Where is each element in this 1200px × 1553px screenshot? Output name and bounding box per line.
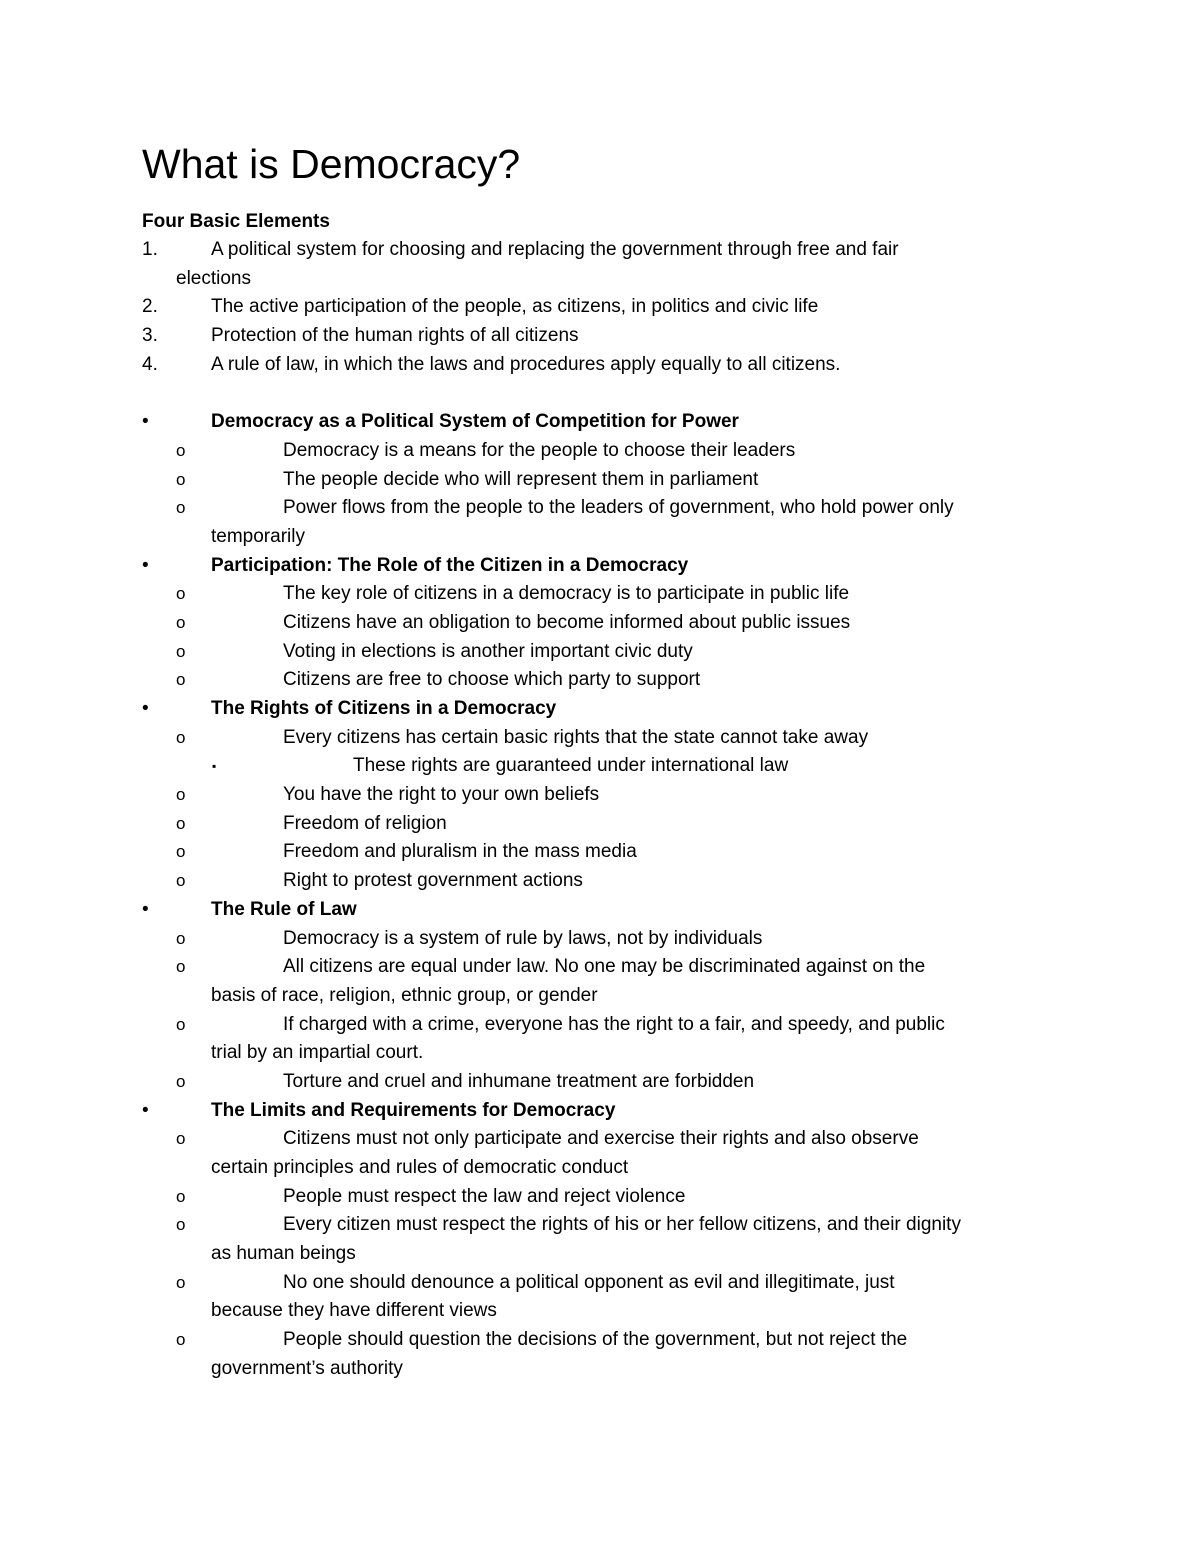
list-item <box>0 466 1200 495</box>
section-heading <box>0 1097 1200 1126</box>
list-item-text-continuation: temporarily <box>211 525 305 547</box>
circle-bullet-icon: o <box>176 928 186 948</box>
item-number: 3. <box>142 325 158 347</box>
circle-bullet-icon: o <box>176 612 186 632</box>
list-item-continuation <box>0 1297 1200 1326</box>
bullet-icon: • <box>142 898 149 920</box>
sub-list-item <box>0 752 1200 781</box>
list-item-text-continuation: because they have different views <box>211 1300 497 1322</box>
list-item <box>0 580 1200 609</box>
list-item <box>0 609 1200 638</box>
list-item-text: Citizens have an obligation to become informed about public issues <box>283 611 851 633</box>
list-item-text-continuation: as human beings <box>211 1243 356 1265</box>
circle-bullet-icon: o <box>176 641 186 661</box>
circle-bullet-icon: o <box>176 469 186 489</box>
list-item-text-continuation: basis of race, religion, ethnic group, or gender <box>211 984 598 1006</box>
list-item-text: The people decide who will represent them in parliament <box>283 468 759 490</box>
item-number: 4. <box>142 353 158 375</box>
blank-line <box>0 379 1200 408</box>
section-heading-text: Participation: The Role of the Citizen in a Democracy <box>211 554 689 576</box>
section-heading-text: The Rights of Citizens in a Democracy <box>211 698 557 719</box>
numbered-item <box>0 236 1200 265</box>
circle-bullet-icon: o <box>176 871 186 891</box>
list-item-text: People should question the decisions of the government, but not reject the <box>283 1329 908 1351</box>
document-body <box>0 236 1200 1384</box>
bullet-icon: • <box>142 554 149 576</box>
section-heading-text: The Limits and Requirements for Democracy <box>211 1099 616 1121</box>
list-item-text: The key role of citizens in a democracy is to participate in public life <box>283 583 850 605</box>
bullet-icon: • <box>142 411 149 433</box>
list-item <box>0 953 1200 982</box>
item-text: A political system for choosing and replacing the government through free and fair <box>211 239 899 260</box>
circle-bullet-icon: o <box>176 957 186 977</box>
circle-bullet-icon: o <box>176 1215 186 1235</box>
list-item-continuation <box>0 1154 1200 1183</box>
item-text-continuation: elections <box>176 267 251 289</box>
section-heading-text: The Rule of Law <box>211 898 357 920</box>
circle-bullet-icon: o <box>176 498 186 518</box>
list-item-continuation <box>0 523 1200 552</box>
section-heading <box>0 695 1200 724</box>
item-number: 1. <box>142 239 158 260</box>
list-item-text: Power flows from the people to the leaders of government, who hold power only <box>283 497 954 519</box>
list-item <box>0 810 1200 839</box>
circle-bullet-icon: o <box>176 1330 186 1350</box>
item-text: The active participation of the people, as citizens, in politics and civic life <box>211 296 819 318</box>
circle-bullet-icon: o <box>176 785 186 805</box>
list-item-text: Voting in elections is another important civic duty <box>283 640 693 662</box>
list-item <box>0 1011 1200 1040</box>
list-item <box>0 867 1200 896</box>
list-item <box>0 1068 1200 1097</box>
circle-bullet-icon: o <box>176 1129 186 1149</box>
section-heading <box>0 896 1200 925</box>
numbered-item-continuation <box>0 265 1200 294</box>
section-heading <box>0 408 1200 437</box>
circle-bullet-icon: o <box>176 584 186 604</box>
list-item-text: Right to protest government actions <box>283 870 583 892</box>
list-item-text: All citizens are equal under law. No one may be discriminated against on the <box>283 956 926 978</box>
list-item-text: You have the right to your own beliefs <box>283 784 600 806</box>
list-item <box>0 666 1200 695</box>
circle-bullet-icon: o <box>176 727 186 747</box>
circle-bullet-icon: o <box>176 1186 186 1206</box>
circle-bullet-icon: o <box>176 1071 186 1091</box>
list-item-continuation <box>0 1039 1200 1068</box>
circle-bullet-icon: o <box>176 1014 186 1034</box>
list-item <box>0 1211 1200 1240</box>
list-item-continuation <box>0 1240 1200 1269</box>
list-item <box>0 1326 1200 1355</box>
item-text: Protection of the human rights of all citizens <box>211 325 579 347</box>
list-item-text: Every citizens has certain basic rights that the state cannot take away <box>283 726 869 748</box>
list-item <box>0 724 1200 753</box>
list-item <box>0 1183 1200 1212</box>
list-item <box>0 494 1200 523</box>
item-number: 2. <box>142 296 158 318</box>
list-item-text: No one should denounce a political opponent as evil and illegitimate, just <box>283 1271 895 1293</box>
bullet-icon: • <box>142 1099 149 1121</box>
list-item-text: Democracy is a system of rule by laws, not by individuals <box>283 927 763 949</box>
list-item-text-continuation: certain principles and rules of democratic conduct <box>211 1157 629 1178</box>
section-heading-text: Democracy as a Political System of Competition for Power <box>211 411 739 433</box>
list-item-continuation <box>0 982 1200 1011</box>
list-item-text: Torture and cruel and inhumane treatment are forbidden <box>283 1070 755 1092</box>
list-item <box>0 925 1200 954</box>
list-item-text: People must respect the law and reject violence <box>283 1185 686 1207</box>
page-title: What is Democracy? <box>142 141 521 187</box>
list-item-text: Freedom of religion <box>283 812 447 834</box>
list-item <box>0 638 1200 667</box>
item-text: A rule of law, in which the laws and procedures apply equally to all citizens. <box>211 353 841 375</box>
numbered-item <box>0 322 1200 351</box>
list-item-text: Citizens are free to choose which party to support <box>283 669 701 691</box>
list-item-text: Citizens must not only participate and exercise their rights and also observe <box>283 1128 919 1150</box>
list-item-continuation <box>0 1355 1200 1384</box>
list-item-text-continuation: government’s authority <box>211 1357 403 1379</box>
section-heading <box>0 552 1200 581</box>
circle-bullet-icon: o <box>176 670 186 690</box>
circle-bullet-icon: o <box>176 842 186 862</box>
list-item-text-continuation: trial by an impartial court. <box>211 1042 424 1064</box>
list-item <box>0 838 1200 867</box>
list-item-text: Democracy is a means for the people to choose their leaders <box>283 439 796 461</box>
list-item <box>0 781 1200 810</box>
list-item <box>0 437 1200 466</box>
numbered-item <box>0 351 1200 380</box>
list-item-text: Freedom and pluralism in the mass media <box>283 841 637 863</box>
list-item-text: Every citizen must respect the rights of his or her fellow citizens, and their dignity <box>283 1214 961 1236</box>
circle-bullet-icon: o <box>176 813 186 833</box>
sub-list-item-text: These rights are guaranteed under international law <box>353 755 789 777</box>
circle-bullet-icon: o <box>176 1272 186 1292</box>
bullet-icon: • <box>142 698 149 719</box>
list-item <box>0 1125 1200 1154</box>
square-bullet-icon: ▪ <box>212 759 217 774</box>
numbered-item <box>0 293 1200 322</box>
list-item-text: If charged with a crime, everyone has the right to a fair, and speedy, and public <box>283 1013 945 1035</box>
subheading: Four Basic Elements <box>142 211 330 232</box>
list-item <box>0 1269 1200 1298</box>
circle-bullet-icon: o <box>176 440 186 460</box>
